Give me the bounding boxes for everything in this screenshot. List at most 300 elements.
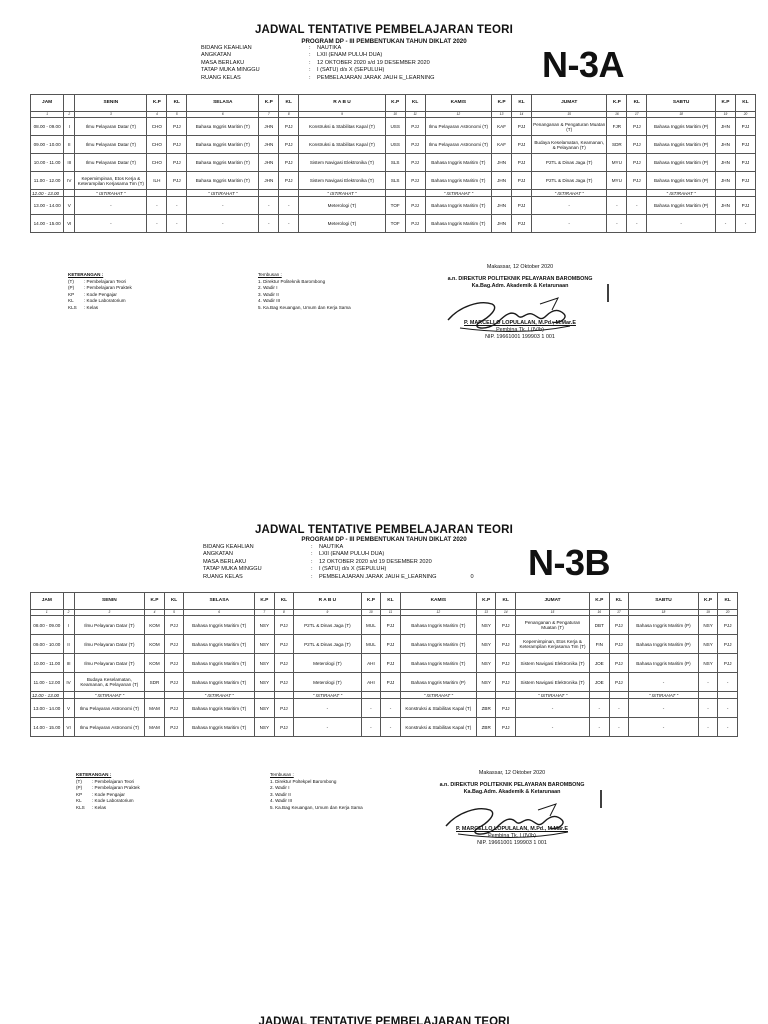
- table-cell: JHN: [492, 154, 512, 172]
- table-cell: PJJ: [609, 673, 629, 692]
- column-header: K.P: [145, 593, 165, 610]
- table-cell: II: [64, 136, 75, 154]
- table-cell: -: [516, 718, 590, 737]
- table-cell: JHN: [259, 172, 279, 190]
- info-value: 12 OKTOBER 2020 s/d 19 DESEMBER 2020: [317, 59, 430, 66]
- table-cell: PJJ: [274, 673, 294, 692]
- table-cell: -: [361, 699, 381, 718]
- column-number: 16: [590, 610, 610, 616]
- table-cell: -: [718, 699, 738, 718]
- table-cell: -: [609, 699, 629, 718]
- table-row: [31, 692, 738, 699]
- column-number: 19: [716, 112, 736, 118]
- table-cell: -: [187, 215, 259, 233]
- column-header: SABTU: [647, 95, 716, 112]
- column-number: 14: [496, 610, 516, 616]
- table-cell: " ISTIRAHAT ": [299, 190, 385, 197]
- table-cell: -: [629, 718, 699, 737]
- class-code: N-3A: [542, 44, 625, 85]
- column-header: KL: [718, 593, 738, 610]
- table-cell: PJJ: [164, 718, 184, 737]
- table-cell: III: [63, 654, 74, 673]
- page-subtitle: PROGRAM DP - III PEMBENTUKAN TAHUN DIKLAT 2020: [301, 38, 467, 45]
- column-header: KL: [609, 593, 629, 610]
- table-cell: " ISTIRAHAT ": [629, 692, 699, 699]
- legend: [68, 272, 132, 312]
- table-cell: PJJ: [718, 616, 738, 635]
- info-key: MASA BERLAKU: [203, 558, 247, 565]
- table-cell: -: [167, 197, 187, 215]
- table-cell: JHN: [492, 197, 512, 215]
- table-cell: PJJ: [627, 172, 647, 190]
- table-cell: Sistem Navigasi Elektronika (T): [516, 673, 590, 692]
- table-cell: -: [607, 197, 627, 215]
- table-cell: 10.00 - 11.00: [31, 154, 64, 172]
- info-value: PEMBELAJARAN JARAK JAUH E_LEARNING: [319, 573, 437, 580]
- column-number: 13: [476, 610, 496, 616]
- table-cell: [716, 190, 736, 197]
- info-key: RUANG KELAS: [203, 573, 243, 580]
- column-number: 2: [63, 610, 74, 616]
- info-value: NAUTIKA: [319, 544, 344, 550]
- table-cell: " ISTIRAHAT ": [532, 190, 607, 197]
- table-row: [31, 699, 738, 718]
- table-cell: IV: [63, 673, 74, 692]
- table-cell: PJJ: [512, 136, 532, 154]
- list-item: 1. Direktur Politeknik Barombong: [258, 278, 326, 284]
- column-header: KAMIS: [400, 593, 476, 610]
- list-item: KP : Kode Pengajar: [68, 291, 117, 297]
- table-cell: 14.00 - 15.00: [31, 718, 64, 737]
- table-cell: P2TL & Dinas Jaga (T): [532, 172, 607, 190]
- table-cell: PJJ: [496, 718, 516, 737]
- cc-list: [258, 272, 351, 312]
- column-number: 11: [405, 112, 425, 118]
- table-cell: NSY: [476, 673, 496, 692]
- list-item: KLS : Kelas: [68, 304, 99, 310]
- table-cell: PJJ: [274, 635, 294, 654]
- column-number: 3: [75, 112, 147, 118]
- column-number: 18: [629, 610, 699, 616]
- table-cell: KOM: [145, 635, 165, 654]
- column-header: JAM: [31, 593, 64, 610]
- column-header: R A B U: [299, 95, 385, 112]
- table-cell: [259, 190, 279, 197]
- table-cell: PJJ: [496, 616, 516, 635]
- table-cell: JOE: [590, 654, 610, 673]
- table-cell: Meterologi (T): [294, 654, 361, 673]
- table-cell: Bahasa Inggris Maritim (T): [400, 654, 476, 673]
- table-cell: I: [63, 616, 74, 635]
- table-cell: -: [698, 673, 718, 692]
- column-header: SELASA: [187, 95, 259, 112]
- table-cell: AHI: [361, 654, 381, 673]
- schedule-n3a: [0, 0, 768, 370]
- info-key: ANGKATAN: [203, 551, 233, 558]
- table-row: [31, 197, 756, 215]
- info-value: I (SATU) d/s X (SEPULUH): [319, 566, 387, 573]
- table-cell: -: [609, 718, 629, 737]
- table-cell: Bahasa Inggris Maritim (T): [400, 635, 476, 654]
- table-cell: PJJ: [279, 118, 299, 136]
- table-cell: Bahasa Inggris Maritim (T): [184, 635, 255, 654]
- table-cell: Ilmu Pelayaran Datar (T): [75, 154, 147, 172]
- table-cell: Konstruksi & Stabilitas Kapal (T): [299, 136, 385, 154]
- table-cell: P2TL & Dinas Jaga (T): [294, 616, 361, 635]
- column-number: 8: [274, 610, 294, 616]
- table-cell: Meterologi (T): [299, 215, 385, 233]
- column-header: KL: [512, 95, 532, 112]
- signature-icon: [438, 798, 588, 846]
- table-cell: -: [590, 718, 610, 737]
- table-cell: [64, 190, 75, 197]
- table-cell: -: [735, 215, 755, 233]
- column-header: SELASA: [184, 593, 255, 610]
- table-cell: -: [294, 699, 361, 718]
- table-cell: " ISTIRAHAT ": [647, 190, 716, 197]
- table-cell: JHN: [492, 172, 512, 190]
- table-cell: JHN: [259, 154, 279, 172]
- table-cell: [405, 190, 425, 197]
- table-cell: ILH: [147, 172, 167, 190]
- table-cell: PJJ: [405, 136, 425, 154]
- list-item: (T) : Pembelajaran Teori: [76, 778, 135, 784]
- column-number: 17: [609, 610, 629, 616]
- table-cell: [385, 190, 405, 197]
- list-item: 3. Wadir II: [270, 791, 291, 797]
- table-cell: Konstruksi & Stabilitas Kapal (T): [400, 718, 476, 737]
- table-cell: -: [279, 215, 299, 233]
- table-cell: -: [294, 718, 361, 737]
- column-number: 4: [145, 610, 165, 616]
- column-header: JAM: [31, 95, 64, 112]
- info-value: NAUTIKA: [317, 45, 342, 51]
- table-cell: PJJ: [496, 699, 516, 718]
- column-header: KL: [279, 95, 299, 112]
- table-cell: PJJ: [164, 699, 184, 718]
- column-header: JUMAT: [516, 593, 590, 610]
- column-header: KL: [164, 593, 184, 610]
- list-item: KLS : Kelas: [76, 804, 107, 810]
- table-cell: [735, 190, 755, 197]
- table-cell: JHN: [259, 136, 279, 154]
- column-header: KL: [496, 593, 516, 610]
- column-header: KL: [627, 95, 647, 112]
- table-cell: Meterologi (T): [299, 197, 385, 215]
- table-cell: [274, 692, 294, 699]
- table-cell: Kepemimpinan, Etos Kerja & Keterampilan Kerjasama Tim (T): [75, 172, 147, 190]
- info-key: BIDANG KEAHLIAN: [201, 45, 252, 51]
- table-cell: [590, 692, 610, 699]
- table-cell: 12.00 - 13.00: [31, 190, 64, 197]
- table-cell: " ISTIRAHAT ": [425, 190, 492, 197]
- column-header: K.P: [385, 95, 405, 112]
- info-key: TATAP MUKA MINGGU: [201, 67, 260, 74]
- table-cell: NSY: [698, 635, 718, 654]
- table-cell: " ISTIRAHAT ": [74, 692, 145, 699]
- table-cell: Bahasa Inggris Maritim (T): [184, 699, 255, 718]
- table-cell: -: [75, 197, 147, 215]
- table-cell: PJJ: [279, 136, 299, 154]
- table-cell: [279, 190, 299, 197]
- table-cell: Bahasa Inggris Maritim (P): [647, 197, 716, 215]
- info-value: LXII (ENAM PULUH DUA): [317, 52, 383, 59]
- schedule-n3b: [0, 500, 768, 880]
- table-cell: -: [532, 197, 607, 215]
- table-cell: -: [629, 699, 699, 718]
- table-cell: PJJ: [167, 172, 187, 190]
- table-cell: Bahasa Inggris Maritim (T): [400, 616, 476, 635]
- table-cell: Bahasa Inggris Maritim (T): [184, 654, 255, 673]
- table-cell: -: [718, 673, 738, 692]
- column-number: 5: [164, 610, 184, 616]
- table-row: [31, 635, 738, 654]
- info-value: 12 OKTOBER 2020 s/d 19 DESEMBER 2020: [319, 558, 432, 565]
- table-cell: I: [64, 118, 75, 136]
- info-key: TATAP MUKA MINGGU: [203, 566, 262, 573]
- table-cell: Bahasa Inggris Maritim (T): [425, 154, 492, 172]
- table-cell: Ilmu Pelayaran Astronomi (T): [74, 718, 145, 737]
- list-item: (T) : Pembelajaran Teori: [68, 278, 127, 284]
- table-cell: [381, 692, 401, 699]
- info-key: BIDANG KEAHLIAN: [203, 544, 254, 550]
- column-header: K.P: [492, 95, 512, 112]
- table-cell: PJJ: [496, 654, 516, 673]
- table-cell: -: [381, 718, 401, 737]
- info-block: BIDANG KEAHLIAN : NAUTIKA ANGKATAN : LXII (ENAM PULUH DUA) MASA BERLAKU : 12 OKTOBER 2020 s/d 19 DESEMBER 2020 TATAP MUKA MINGGU : I (SATU) d/s X (SEPULUH) RUANG KELAS : PEMBELAJARAN JARAK JAUH E_LEARNING 0: [203, 544, 474, 580]
- table-cell: -: [167, 215, 187, 233]
- table-cell: Bahasa Inggris Maritim (P): [647, 154, 716, 172]
- table-cell: Sistem Navigasi Elektronika (T): [516, 654, 590, 673]
- column-number: 17: [627, 112, 647, 118]
- table-cell: TOF: [385, 197, 405, 215]
- table-cell: 13.00 - 14.00: [31, 197, 64, 215]
- list-item: 2. Wadir I: [270, 785, 290, 791]
- table-cell: V: [64, 197, 75, 215]
- table-cell: Kepemimpinan, Etos Kerja & Keterampilan Kerjasama Tim (T): [516, 635, 590, 654]
- table-row: [31, 154, 756, 172]
- list-item: (P) : Pembelajaran Praktek: [68, 285, 132, 291]
- column-number: 14: [512, 112, 532, 118]
- position: Ka.Bag.Adm. Akademik & Ketarunaan: [471, 283, 569, 289]
- table-cell: NSY: [476, 635, 496, 654]
- column-number: 1: [31, 610, 64, 616]
- table-row: [31, 190, 756, 197]
- table-cell: Ilmu Pelayaran Astronomi (T): [74, 699, 145, 718]
- table-cell: -: [590, 699, 610, 718]
- table-cell: Bahasa Inggris Maritim (T): [187, 154, 259, 172]
- table-cell: -: [532, 215, 607, 233]
- table-cell: PJJ: [405, 215, 425, 233]
- table-cell: PJJ: [735, 197, 755, 215]
- table-cell: [361, 692, 381, 699]
- table-cell: PJJ: [735, 118, 755, 136]
- table-cell: PJJ: [735, 172, 755, 190]
- table-cell: Bahasa Inggris Maritim (T): [184, 616, 255, 635]
- table-cell: Penanganan & Pengaturan Muatan (T): [532, 118, 607, 136]
- table-cell: JHN: [492, 215, 512, 233]
- table-cell: PJJ: [167, 118, 187, 136]
- table-cell: NSY: [255, 654, 275, 673]
- table-cell: PJJ: [167, 154, 187, 172]
- table-cell: Bahasa Inggris Maritim (P): [629, 616, 699, 635]
- table-cell: JHN: [716, 172, 736, 190]
- table-cell: SDR: [607, 136, 627, 154]
- table-cell: Ilmu Pelayaran Datar (T): [74, 654, 145, 673]
- column-number: 7: [259, 112, 279, 118]
- table-cell: PJJ: [512, 197, 532, 215]
- table-cell: SLS: [385, 154, 405, 172]
- table-cell: Ilmu Pelayaran Datar (T): [75, 136, 147, 154]
- page-title: JADWAL TENTATIVE PEMBELAJARAN TEORI: [254, 24, 514, 36]
- table-cell: Bahasa Inggris Maritim (P): [400, 673, 476, 692]
- column-header: K.P: [259, 95, 279, 112]
- table-cell: 09.00 - 10.00: [31, 136, 64, 154]
- table-cell: [609, 692, 629, 699]
- table-cell: Bahasa Inggris Maritim (T): [187, 172, 259, 190]
- list-item: KL : Kode Laboratorium: [76, 798, 134, 804]
- column-header: SENIN: [74, 593, 145, 610]
- table-cell: PJJ: [405, 118, 425, 136]
- table-cell: 09.00 - 10.00: [31, 635, 64, 654]
- table-cell: -: [259, 197, 279, 215]
- table-cell: [476, 692, 496, 699]
- table-cell: FIN: [590, 635, 610, 654]
- table-cell: USS: [385, 118, 405, 136]
- table-cell: " ISTIRAHAT ": [75, 190, 147, 197]
- table-cell: [147, 190, 167, 197]
- table-cell: NSY: [476, 616, 496, 635]
- signer-nip: NIP. 19661001 199903 1 001: [485, 334, 555, 340]
- table-cell: FJR: [607, 118, 627, 136]
- table-cell: " ISTIRAHAT ": [516, 692, 590, 699]
- signature-icon: [440, 292, 590, 340]
- column-number: 12: [400, 610, 476, 616]
- column-number: 13: [492, 112, 512, 118]
- table-cell: -: [361, 718, 381, 737]
- table-cell: PJJ: [496, 635, 516, 654]
- table-cell: PJJ: [627, 118, 647, 136]
- table-cell: " ISTIRAHAT ": [184, 692, 255, 699]
- table-cell: [627, 190, 647, 197]
- list-item: KP : Kode Pengajar: [76, 791, 125, 797]
- table-cell: Penanganan & Pengaturan Muatan (T): [516, 616, 590, 635]
- table-cell: PJJ: [381, 635, 401, 654]
- class-code: N-3B: [528, 542, 611, 583]
- column-number: 9: [294, 610, 361, 616]
- table-cell: [698, 692, 718, 699]
- column-number: 11: [381, 610, 401, 616]
- signer-rank: Pembina Tk. I (IV/b): [488, 833, 536, 839]
- table-row: [31, 215, 756, 233]
- column-number: 3: [74, 610, 145, 616]
- table-cell: [718, 692, 738, 699]
- table-cell: [63, 692, 74, 699]
- column-header: KL: [167, 95, 187, 112]
- column-header: KAMIS: [425, 95, 492, 112]
- info-key: MASA BERLAKU: [201, 59, 245, 66]
- table-cell: IV: [64, 172, 75, 190]
- table-cell: VI: [64, 215, 75, 233]
- table-cell: [255, 692, 275, 699]
- table-row: [31, 673, 738, 692]
- table-cell: -: [718, 718, 738, 737]
- table-cell: -: [279, 197, 299, 215]
- column-header: [63, 593, 74, 610]
- table-cell: MAM: [145, 718, 165, 737]
- list-item: 3. Wadir II: [258, 291, 279, 297]
- table-cell: NSY: [476, 654, 496, 673]
- table-cell: PJJ: [381, 654, 401, 673]
- info-block: BIDANG KEAHLIAN : NAUTIKA ANGKATAN : LXII (ENAM PULUH DUA) MASA BERLAKU : 12 OKTOBER 2020 s/d 19 DESEMBER 2020 TATAP MUKA MINGGU : I (SATU) d/s X (SEPULUH) RUANG KELAS : PEMBELAJARAN JARAK JAUH E_LEARNING: [201, 45, 435, 81]
- column-number: 8: [279, 112, 299, 118]
- on-behalf: a.n. DIREKTUR POLITEKNIK PELAYARAN BAROMBONG: [447, 276, 593, 282]
- legend-title: KETERANGAN :: [76, 772, 112, 777]
- table-cell: PJJ: [512, 215, 532, 233]
- table-row: [31, 616, 738, 635]
- next-page-title: JADWAL TENTATIVE PEMBELAJARAN TEORI: [258, 1016, 510, 1024]
- table-cell: VI: [63, 718, 74, 737]
- column-number: 4: [147, 112, 167, 118]
- table-cell: PJJ: [512, 154, 532, 172]
- column-number: 6: [187, 112, 259, 118]
- table-cell: -: [147, 215, 167, 233]
- table-cell: 10.00 - 11.00: [31, 654, 64, 673]
- table-cell: PJJ: [167, 136, 187, 154]
- table-cell: Bahasa Inggris Maritim (P): [629, 635, 699, 654]
- table-cell: MUL: [361, 635, 381, 654]
- table-row: [31, 172, 756, 190]
- table-cell: Bahasa Inggris Maritim (P): [647, 118, 716, 136]
- table-cell: CHO: [147, 118, 167, 136]
- place-date: Makassar, 12 Oktober 2020: [486, 264, 554, 270]
- table-cell: PJJ: [405, 197, 425, 215]
- table-cell: Bahasa Inggris Maritim (T): [184, 718, 255, 737]
- table-cell: P2TL & Dinas Jaga (T): [294, 635, 361, 654]
- column-number: 16: [607, 112, 627, 118]
- table-cell: Konstruksi & Stabilitas Kapal (T): [400, 699, 476, 718]
- table-cell: PJJ: [164, 616, 184, 635]
- table-cell: PJJ: [496, 673, 516, 692]
- table-cell: TOF: [385, 215, 405, 233]
- table-cell: " ISTIRAHAT ": [294, 692, 361, 699]
- table-cell: PJJ: [609, 654, 629, 673]
- column-header: [64, 95, 75, 112]
- list-item: 1. Direktur Poltekpel Barombong: [270, 778, 337, 784]
- position: Ka.Bag.Adm. Akademik & Ketarunaan: [463, 789, 561, 795]
- table-cell: CHO: [147, 154, 167, 172]
- table-cell: PJJ: [274, 718, 294, 737]
- legend-title: KETERANGAN :: [68, 272, 104, 277]
- signer-name: P. MARCELLO LOPULALAN, M.Pd., M.Mar.E: [456, 826, 568, 832]
- column-number: 1: [31, 112, 64, 118]
- column-number: 10: [385, 112, 405, 118]
- info-key: ANGKATAN: [201, 52, 231, 59]
- table-cell: " ISTIRAHAT ": [187, 190, 259, 197]
- table-cell: Bahasa Inggris Maritim (T): [187, 136, 259, 154]
- table-cell: -: [516, 699, 590, 718]
- table-cell: Ilmu Pelayaran Astronomi (T): [425, 118, 492, 136]
- table-cell: PJJ: [718, 635, 738, 654]
- table-cell: ZBR: [476, 699, 496, 718]
- table-cell: JHN: [716, 154, 736, 172]
- signer-nip: NIP. 19661001 199903 1 001: [477, 840, 547, 846]
- column-header: K.P: [716, 95, 736, 112]
- legend: [76, 772, 140, 812]
- table-cell: -: [381, 699, 401, 718]
- column-number: 19: [698, 610, 718, 616]
- table-cell: 08.00 - 09.00: [31, 616, 64, 635]
